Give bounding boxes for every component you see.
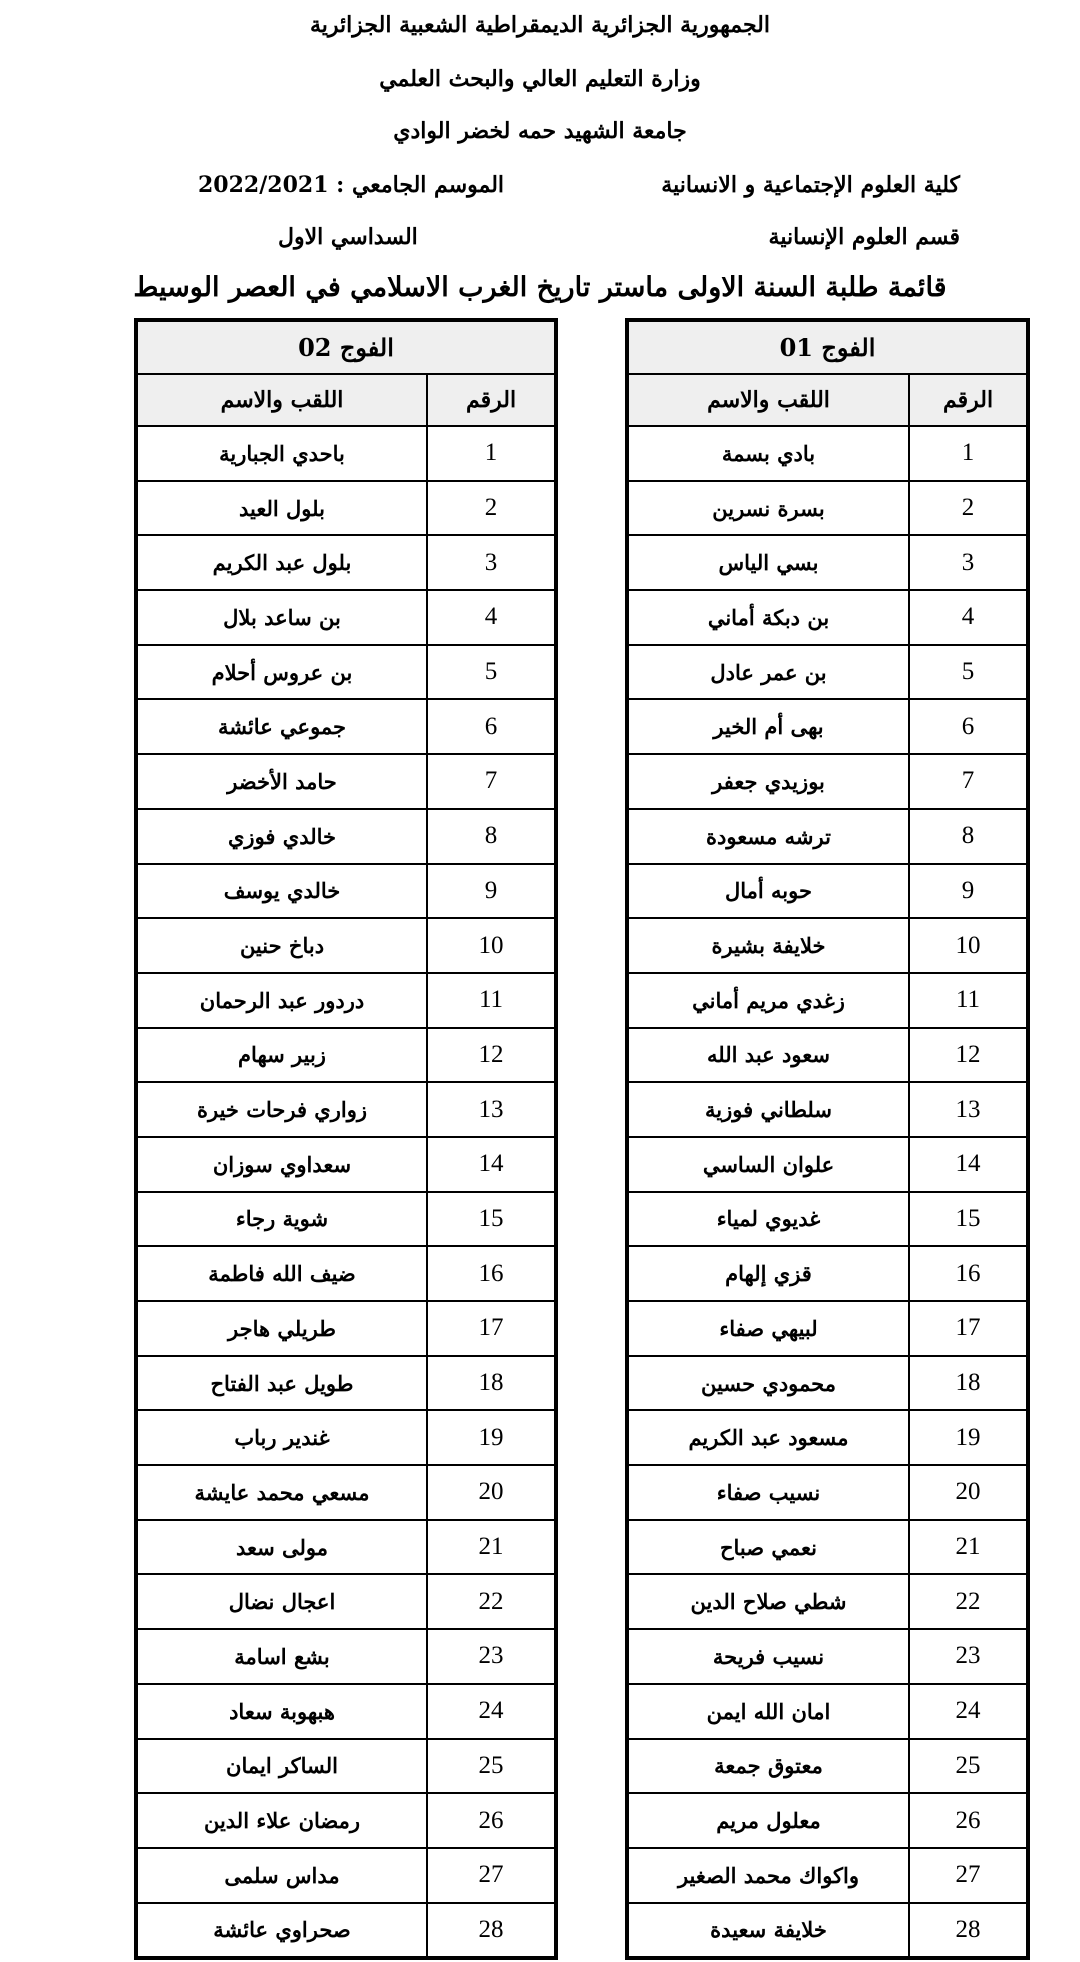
student-name: دردور عبد الرحمان [136,973,427,1028]
student-name: مسعي محمد عايشة [136,1465,427,1520]
student-name: غندير رباب [136,1410,427,1465]
table-row [136,1903,556,1959]
table-row [136,1574,556,1629]
student-number: 9 [909,864,1028,919]
table-row [627,535,1028,590]
student-name: بسي الياس [627,535,909,590]
table-row [627,1246,1028,1301]
table-row [627,864,1028,919]
student-number: 21 [909,1520,1028,1575]
student-name: شوية رجاء [136,1192,427,1247]
table-row [627,1520,1028,1575]
student-number: 9 [427,864,556,919]
student-name: صحراوي عائشة [136,1903,427,1959]
student-name: طويل عبد الفتاح [136,1356,427,1411]
student-number: 1 [427,426,556,481]
table-row [627,1356,1028,1411]
student-number: 23 [909,1629,1028,1684]
table-row [627,1410,1028,1465]
student-number: 22 [427,1574,556,1629]
student-name: بن عمر عادل [627,645,909,700]
table-row [627,1028,1028,1083]
student-number: 3 [427,535,556,590]
table-row [136,1629,556,1684]
table-row [136,1739,556,1794]
table-row [627,809,1028,864]
student-name: هبهوبة سعاد [136,1684,427,1739]
table-row [136,973,556,1028]
table-row [136,1192,556,1247]
table-row [136,645,556,700]
table-row [627,590,1028,645]
student-number: 2 [427,481,556,536]
student-number: 4 [909,590,1028,645]
table-row [627,973,1028,1028]
student-number: 25 [909,1739,1028,1794]
table-row [136,1465,556,1520]
table-row [136,754,556,809]
student-number: 12 [427,1028,556,1083]
student-name: قزي إلهام [627,1246,909,1301]
republic-heading: الجمهورية الجزائرية الديمقراطية الشعبية الجزائرية [310,12,770,38]
student-name: حامد الأخضر [136,754,427,809]
student-name: مولى سعد [136,1520,427,1575]
student-name: ترشه مسعودة [627,809,909,864]
student-number: 1 [909,426,1028,481]
student-name: سعود عبد الله [627,1028,909,1083]
student-number: 8 [427,809,556,864]
student-number: 6 [427,699,556,754]
student-name: طريلي هاجر [136,1301,427,1356]
student-number: 20 [909,1465,1028,1520]
student-number: 7 [427,754,556,809]
student-name: نسيب فريحة [627,1629,909,1684]
student-name: خالدي فوزي [136,809,427,864]
group-02-table [134,318,558,1960]
season-label: الموسم الجامعي : 2022/2021 [198,172,505,198]
student-number: 28 [427,1903,556,1959]
student-name: نسيب صفاء [627,1465,909,1520]
student-number: 12 [909,1028,1028,1083]
table-row [136,1793,556,1848]
table-row [627,1684,1028,1739]
student-name: معتوق جمعة [627,1739,909,1794]
student-number: 19 [909,1410,1028,1465]
student-number: 5 [909,645,1028,700]
student-number: 13 [427,1082,556,1137]
student-number: 17 [909,1301,1028,1356]
student-number: 11 [909,973,1028,1028]
table-row [136,590,556,645]
table-row [627,918,1028,973]
student-number: 13 [909,1082,1028,1137]
column-header-name: اللقب والاسم [136,374,427,426]
student-name: خلايفة بشيرة [627,918,909,973]
faculty-label: كلية العلوم الإجتماعية و الانسانية [661,172,960,198]
student-name: رمضان علاء الدين [136,1793,427,1848]
table-row [627,1574,1028,1629]
table-row [136,535,556,590]
student-number: 26 [427,1793,556,1848]
student-name: خالدي يوسف [136,864,427,919]
semester-label: السداسي الاول [278,224,418,250]
student-name: مسعود عبد الكريم [627,1410,909,1465]
table-row [627,699,1028,754]
table-row [627,1465,1028,1520]
student-number: 5 [427,645,556,700]
student-name: بشع اسامة [136,1629,427,1684]
student-name: نعمي صباح [627,1520,909,1575]
student-number: 25 [427,1739,556,1794]
student-name: حوبه أمال [627,864,909,919]
table-row [627,1082,1028,1137]
student-number: 14 [909,1137,1028,1192]
student-number: 4 [427,590,556,645]
student-number: 18 [909,1356,1028,1411]
table-row [136,918,556,973]
student-name: جموعي عائشة [136,699,427,754]
student-name: بلول العيد [136,481,427,536]
student-name: خلايفة سعيدة [627,1903,909,1959]
student-number: 6 [909,699,1028,754]
student-number: 22 [909,1574,1028,1629]
student-number: 18 [427,1356,556,1411]
table-row [627,481,1028,536]
table-row [136,1301,556,1356]
table-row [136,1848,556,1903]
student-number: 24 [909,1684,1028,1739]
student-name: زبير سهام [136,1028,427,1083]
student-name: بن دبكة أماني [627,590,909,645]
table-row [136,1082,556,1137]
table-row [136,809,556,864]
table-row [627,1739,1028,1794]
table-row [136,1684,556,1739]
student-number: 10 [909,918,1028,973]
student-name: بسرة نسرين [627,481,909,536]
table-row [627,645,1028,700]
table-row [136,864,556,919]
student-name: سعداوي سوزان [136,1137,427,1192]
student-name: بلول عبد الكريم [136,535,427,590]
student-name: بن عروس أحلام [136,645,427,700]
student-name: بهى أم الخير [627,699,909,754]
student-number: 11 [427,973,556,1028]
student-number: 8 [909,809,1028,864]
student-name: الساكر ايمان [136,1739,427,1794]
student-name: زواري فرحات خيرة [136,1082,427,1137]
table-row [627,754,1028,809]
table-row [627,1848,1028,1903]
document-title: قائمة طلبة السنة الاولى ماستر تاريخ الغرب الاسلامي في العصر الوسيط [133,272,947,303]
student-name: مداس سلمى [136,1848,427,1903]
table-row [136,1410,556,1465]
student-number: 19 [427,1410,556,1465]
student-number: 14 [427,1137,556,1192]
table-row [627,1629,1028,1684]
student-name: شطي صلاح الدين [627,1574,909,1629]
student-number: 24 [427,1684,556,1739]
group-title: الفوج 01 [627,320,1028,374]
department-label: قسم العلوم الإنسانية [768,224,960,250]
student-number: 16 [909,1246,1028,1301]
student-number: 28 [909,1903,1028,1959]
student-name: باحدي الجبارية [136,426,427,481]
student-number: 20 [427,1465,556,1520]
student-number: 7 [909,754,1028,809]
group-01-table [625,318,1030,1960]
table-row [627,1301,1028,1356]
ministry-heading: وزارة التعليم العالي والبحث العلمي [379,66,701,92]
table-row [136,426,556,481]
student-name: علوان الساسي [627,1137,909,1192]
student-name: محمودي حسين [627,1356,909,1411]
table-row [136,1246,556,1301]
table-row [627,1137,1028,1192]
student-name: بادي بسمة [627,426,909,481]
student-number: 2 [909,481,1028,536]
table-row [136,699,556,754]
group-title: الفوج 02 [136,320,556,374]
student-name: ضيف الله فاطمة [136,1246,427,1301]
university-heading: جامعة الشهيد حمه لخضر الوادي [393,118,687,144]
student-name: لبيهي صفاء [627,1301,909,1356]
student-name: معلول مريم [627,1793,909,1848]
student-number: 17 [427,1301,556,1356]
student-number: 23 [427,1629,556,1684]
student-number: 27 [909,1848,1028,1903]
student-name: دباخ حنين [136,918,427,973]
student-name: غديوي لمياء [627,1192,909,1247]
student-name: بن ساعد بلال [136,590,427,645]
column-header-number: الرقم [427,374,556,426]
student-number: 26 [909,1793,1028,1848]
table-row [627,1793,1028,1848]
student-number: 10 [427,918,556,973]
student-name: امان الله ايمن [627,1684,909,1739]
student-name: زغدي مريم أماني [627,973,909,1028]
column-header-name: اللقب والاسم [627,374,909,426]
table-row [136,1137,556,1192]
table-row [627,1903,1028,1959]
student-name: سلطاني فوزية [627,1082,909,1137]
column-header-number: الرقم [909,374,1028,426]
table-row [627,1192,1028,1247]
student-name: اعجال نضال [136,1574,427,1629]
student-number: 27 [427,1848,556,1903]
student-number: 3 [909,535,1028,590]
table-row [136,1356,556,1411]
table-row [627,426,1028,481]
table-row [136,1520,556,1575]
table-row [136,1028,556,1083]
student-number: 16 [427,1246,556,1301]
student-name: واكواك محمد الصغير [627,1848,909,1903]
student-number: 15 [427,1192,556,1247]
student-name: بوزيدي جعفر [627,754,909,809]
student-number: 15 [909,1192,1028,1247]
table-row [136,481,556,536]
student-number: 21 [427,1520,556,1575]
